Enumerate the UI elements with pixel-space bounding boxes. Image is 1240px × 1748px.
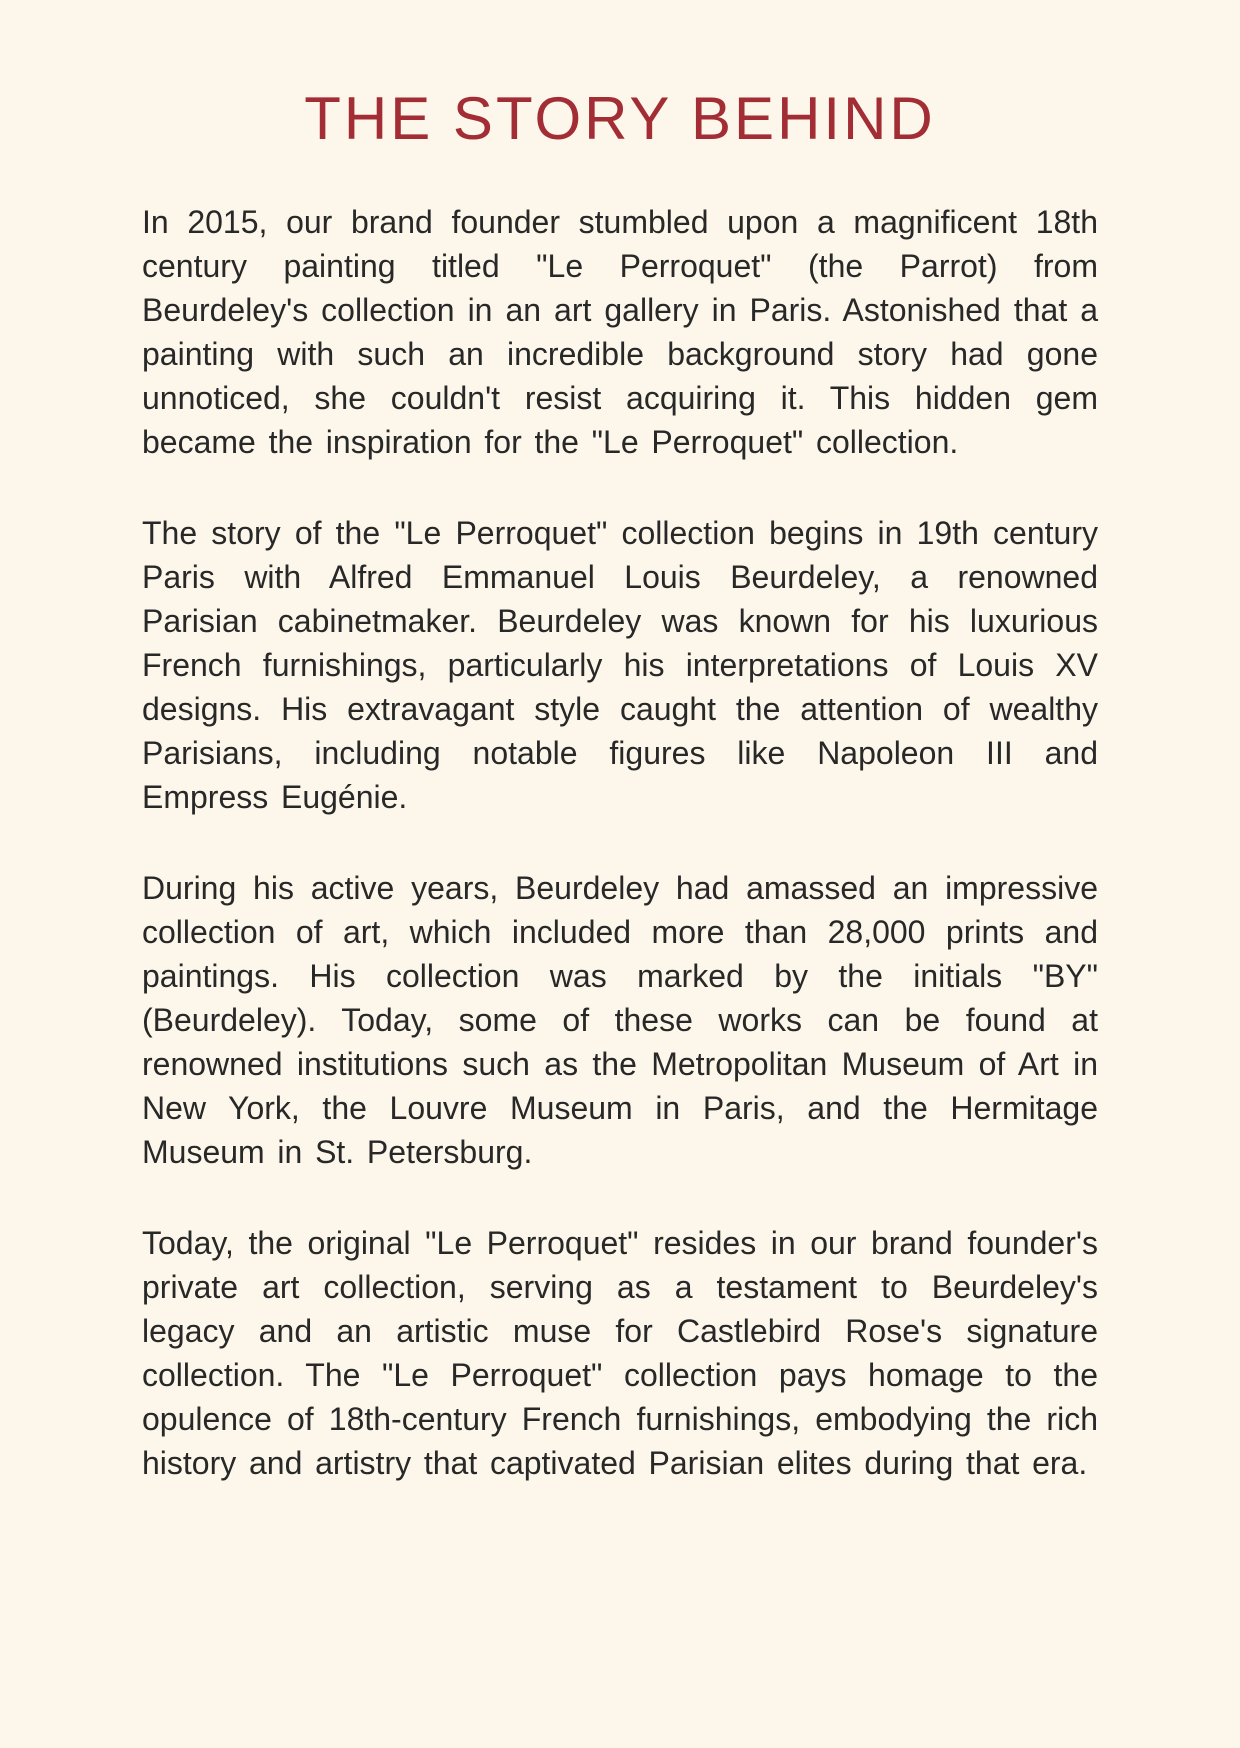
story-paragraph-3: During his active years, Beurdeley had amassed an impressive collection of art, which included more than 28,000 prints and paintings. His collection was marked by the initials "BY" (Beurdeley). Today, some of these works can be found at renowned institutions such as the Metropolitan Museum of Art in New York, the Louvre Museum in Paris, and the Hermitage Museum in St. Petersburg.	[142, 870, 1098, 1170]
story-paragraph-2: The story of the "Le Perroquet" collection begins in 19th century Paris with Alfred Emmanuel Louis Beurdeley, a renowned Parisian cabinetmaker. Beurdeley was known for his luxurious French furnishings, particularly his interpretations of Louis XV designs. His extravagant style caught the attention of wealthy Parisians, including notable figures like Napoleon III and Empress Eugénie.	[142, 515, 1098, 815]
story-body	[142, 200, 1098, 1485]
story-paragraph-4: Today, the original "Le Perroquet" resides in our brand founder's private art collection, serving as a testament to Beurdeley's legacy and an artistic muse for Castlebird Rose's signature collection. The "Le Perroquet" collection pays homage to the opulence of 18th-century French furnishings, embodying the rich history and artistry that captivated Parisian elites during that era.	[142, 1225, 1098, 1481]
page-title: THE STORY BEHIND	[304, 85, 936, 152]
story-paragraph-1: In 2015, our brand founder stumbled upon a magnificent 18th century painting titled "Le Perroquet" (the Parrot) from Beurdeley's collection in an art gallery in Paris. Astonished that a painting with such an incredible background story had gone unnoticed, she couldn't resist acquiring it. This hidden gem became the inspiration for the "Le Perroquet" collection.	[142, 204, 1098, 460]
